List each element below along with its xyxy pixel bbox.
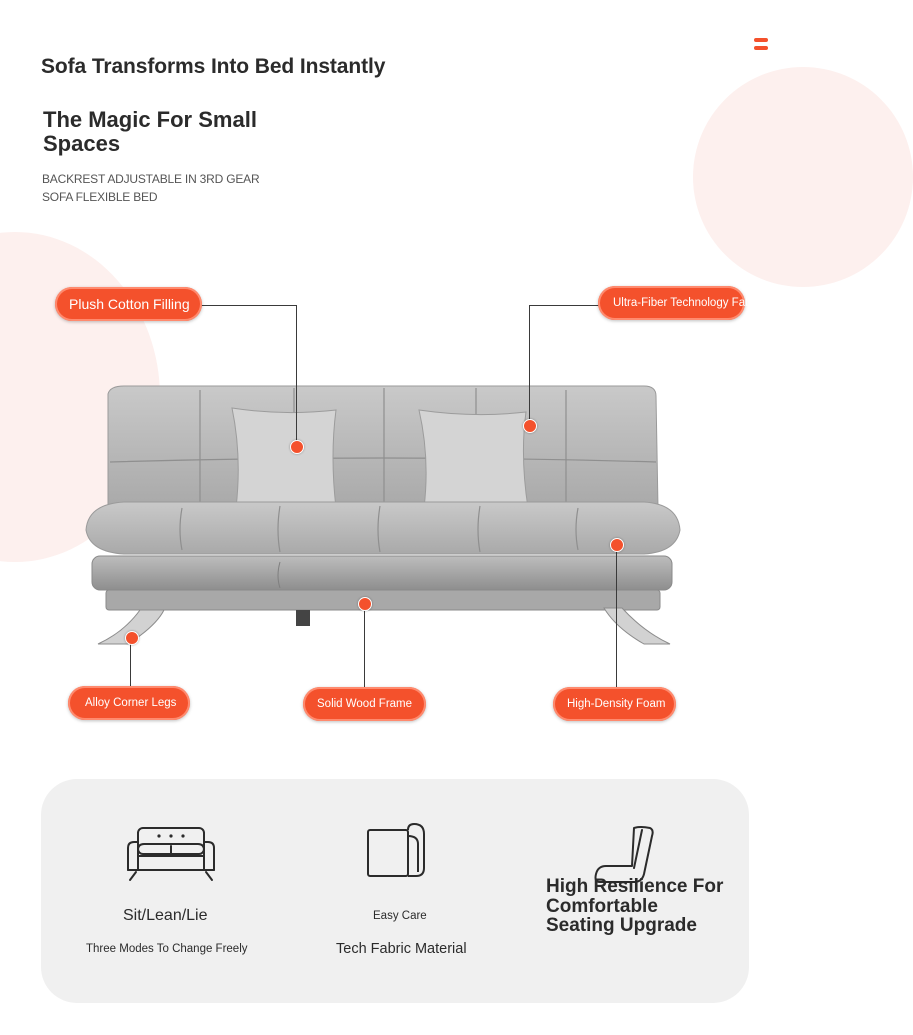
sofa-icon <box>124 824 218 884</box>
page-headline: Sofa Transforms Into Bed Instantly <box>41 55 386 78</box>
hotspot-wood-frame[interactable] <box>358 597 372 611</box>
feature-resilience-title: High Resilience For Comfortable Seating Upgrade <box>546 876 724 936</box>
callout-label: Ultra-Fiber Technology Fabric <box>613 297 764 309</box>
callout-label: Plush Cotton Filling <box>69 296 190 312</box>
leader-line-fiber-vertical <box>529 305 530 426</box>
leader-line-foam <box>616 545 617 689</box>
leader-line-plush-vertical <box>296 305 297 447</box>
hotspot-foam[interactable] <box>610 538 624 552</box>
caption-line-1: BACKREST ADJUSTABLE IN 3RD GEAR <box>42 172 260 186</box>
feature-fabric-title: Tech Fabric Material <box>336 941 467 957</box>
caption-line-2: SOFA FLEXIBLE BED <box>42 190 158 204</box>
sofa-bed-image <box>84 382 684 652</box>
background-circle-right <box>693 67 913 287</box>
hamburger-menu-icon[interactable] <box>754 38 768 52</box>
leader-line-frame <box>364 604 365 690</box>
leader-line-fiber-horizontal <box>529 305 601 306</box>
page-subheadline: The Magic For Small Spaces <box>43 107 257 156</box>
callout-high-density-foam <box>553 687 676 721</box>
feature-fabric-small: Easy Care <box>373 910 427 922</box>
hotspot-plush-cotton[interactable] <box>290 440 304 454</box>
callout-label: High-Density Foam <box>567 698 666 710</box>
leader-line-legs <box>130 638 131 688</box>
callout-plush-cotton-filling <box>55 287 202 321</box>
leader-line-plush-horizontal <box>200 305 297 306</box>
callout-solid-wood-frame <box>303 687 426 721</box>
callout-label: Alloy Corner Legs <box>85 697 177 709</box>
callout-label: Solid Wood Frame <box>317 698 413 710</box>
callout-ultra-fiber-fabric <box>598 286 764 320</box>
fabric-roll-icon <box>364 822 428 882</box>
feature-modes-title: Sit/Lean/Lie <box>123 907 208 924</box>
feature-modes-subtitle: Three Modes To Change Freely <box>86 943 248 955</box>
hotspot-alloy-legs[interactable] <box>125 631 139 645</box>
hotspot-ultra-fiber[interactable] <box>523 419 537 433</box>
callout-alloy-corner-legs <box>68 686 190 720</box>
